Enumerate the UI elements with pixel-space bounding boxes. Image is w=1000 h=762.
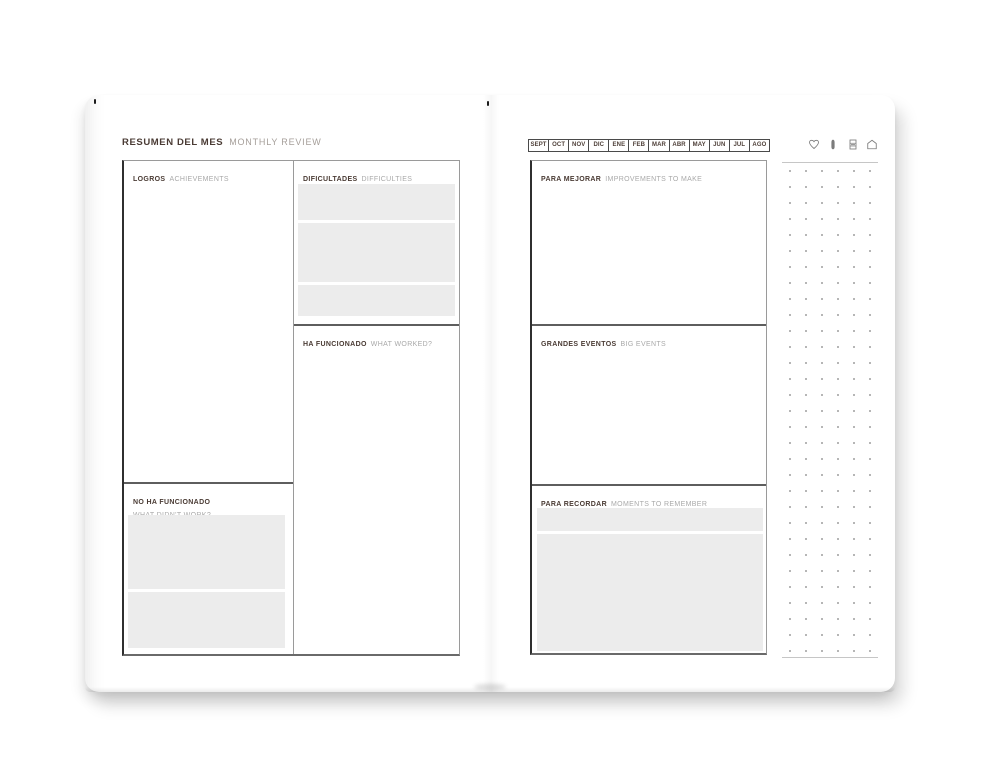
dot xyxy=(821,362,823,364)
dot xyxy=(789,458,791,460)
dot xyxy=(869,650,871,652)
dot xyxy=(821,634,823,636)
planner-book xyxy=(85,95,895,692)
section-no-ha-funcionado xyxy=(124,482,293,654)
dot xyxy=(869,346,871,348)
section-ha-funcionado xyxy=(294,324,459,654)
writing-box xyxy=(298,223,455,282)
dot xyxy=(805,490,807,492)
dot xyxy=(821,474,823,476)
dot xyxy=(821,394,823,396)
dot xyxy=(821,202,823,204)
dot xyxy=(853,170,855,172)
dot xyxy=(805,506,807,508)
page-title-en: MONTHLY REVIEW xyxy=(229,137,322,147)
dot xyxy=(789,554,791,556)
dot xyxy=(789,394,791,396)
dot xyxy=(869,554,871,556)
month-tab-jul[interactable]: JUL xyxy=(729,139,750,152)
dot xyxy=(837,266,839,268)
dot xyxy=(869,618,871,620)
section-logros xyxy=(124,161,293,482)
dot xyxy=(837,554,839,556)
month-tab-mar[interactable]: MAR xyxy=(648,139,669,152)
dot xyxy=(869,602,871,604)
dot xyxy=(805,538,807,540)
dot xyxy=(869,186,871,188)
dot xyxy=(853,234,855,236)
nav-icons xyxy=(808,136,878,152)
dot xyxy=(869,522,871,524)
dot xyxy=(853,250,855,252)
dot xyxy=(853,506,855,508)
dot xyxy=(805,218,807,220)
dot xyxy=(837,234,839,236)
dot xyxy=(869,570,871,572)
dot xyxy=(821,410,823,412)
dot xyxy=(837,618,839,620)
month-tab-feb[interactable]: FEB xyxy=(628,139,649,152)
dot xyxy=(821,586,823,588)
dot xyxy=(821,314,823,316)
dot xyxy=(869,506,871,508)
dot xyxy=(869,634,871,636)
dot xyxy=(837,634,839,636)
dot-grid xyxy=(782,162,878,658)
dot xyxy=(853,426,855,428)
page-title-es: RESUMEN DEL MES xyxy=(122,137,224,148)
dot xyxy=(869,234,871,236)
dot xyxy=(805,394,807,396)
dot xyxy=(789,490,791,492)
dot xyxy=(821,618,823,620)
dot xyxy=(789,346,791,348)
dot xyxy=(789,218,791,220)
dot xyxy=(821,346,823,348)
dot xyxy=(805,522,807,524)
month-tab-jun[interactable]: JUN xyxy=(709,139,730,152)
dot xyxy=(853,186,855,188)
section-ha-funcionado-title-en: WHAT WORKED? xyxy=(370,341,433,348)
dot xyxy=(821,602,823,604)
section-para-mejorar-title-en: IMPROVEMENTS TO MAKE xyxy=(605,176,703,183)
dot xyxy=(805,202,807,204)
dot xyxy=(821,330,823,332)
dot xyxy=(853,394,855,396)
dot xyxy=(837,330,839,332)
section-dificultades-title-en: DIFFICULTIES xyxy=(361,176,413,183)
dot xyxy=(837,474,839,476)
dot xyxy=(837,362,839,364)
month-tabs xyxy=(528,139,770,152)
dot xyxy=(805,346,807,348)
dot xyxy=(789,298,791,300)
dot xyxy=(853,586,855,588)
dot xyxy=(853,458,855,460)
left-page-left-column xyxy=(124,161,294,654)
dot xyxy=(789,314,791,316)
dot xyxy=(837,394,839,396)
dot xyxy=(821,218,823,220)
section-para-mejorar-header xyxy=(532,161,766,186)
section-logros-title-en: ACHIEVEMENTS xyxy=(169,176,229,183)
dot xyxy=(853,378,855,380)
dot xyxy=(837,314,839,316)
section-dificultades xyxy=(294,161,459,324)
dot xyxy=(805,378,807,380)
dot xyxy=(837,250,839,252)
dot xyxy=(837,186,839,188)
dot xyxy=(805,170,807,172)
section-para-recordar-title-es: PARA RECORDAR xyxy=(541,501,607,508)
dot xyxy=(789,378,791,380)
writing-box xyxy=(298,184,455,220)
dot xyxy=(853,634,855,636)
dot xyxy=(805,586,807,588)
dot xyxy=(789,282,791,284)
dot xyxy=(789,586,791,588)
dot xyxy=(853,538,855,540)
dot xyxy=(789,538,791,540)
dot xyxy=(853,570,855,572)
left-page-right-column xyxy=(294,161,459,654)
dot xyxy=(821,650,823,652)
dot xyxy=(837,586,839,588)
dot xyxy=(805,410,807,412)
dot xyxy=(853,330,855,332)
heart-icon[interactable] xyxy=(808,138,820,151)
binding-shadow xyxy=(483,95,499,692)
dot xyxy=(805,650,807,652)
dot xyxy=(853,202,855,204)
dot xyxy=(821,458,823,460)
dot xyxy=(869,266,871,268)
writing-box xyxy=(298,285,455,316)
writing-box xyxy=(537,534,763,651)
dot xyxy=(805,250,807,252)
dot xyxy=(837,202,839,204)
dot xyxy=(837,602,839,604)
section-grandes-eventos-title-es: GRANDES EVENTOS xyxy=(541,341,617,348)
dot xyxy=(853,442,855,444)
dot xyxy=(805,362,807,364)
dot xyxy=(853,314,855,316)
dot xyxy=(821,234,823,236)
dot xyxy=(805,602,807,604)
dot xyxy=(837,650,839,652)
dot xyxy=(869,298,871,300)
page-title xyxy=(122,132,322,150)
section-para-mejorar-title-es: PARA MEJORAR xyxy=(541,176,602,183)
dot xyxy=(853,346,855,348)
page-mark xyxy=(94,99,96,104)
journal-icon[interactable] xyxy=(847,138,859,151)
dot xyxy=(821,570,823,572)
dot xyxy=(805,234,807,236)
dot xyxy=(869,250,871,252)
dot xyxy=(821,378,823,380)
month-tab-nov[interactable]: NOV xyxy=(568,139,589,152)
dot xyxy=(869,282,871,284)
dot xyxy=(869,394,871,396)
dot xyxy=(869,442,871,444)
dot xyxy=(837,442,839,444)
dot xyxy=(789,250,791,252)
section-para-recordar xyxy=(532,484,766,653)
dot xyxy=(853,650,855,652)
dot xyxy=(789,570,791,572)
dot xyxy=(821,170,823,172)
section-logros-header xyxy=(124,161,293,186)
dot xyxy=(837,378,839,380)
section-dificultades-title-es: DIFICULTADES xyxy=(303,176,358,183)
dot xyxy=(821,506,823,508)
dot xyxy=(805,298,807,300)
dot xyxy=(805,314,807,316)
home-icon[interactable] xyxy=(866,138,878,151)
dot xyxy=(837,506,839,508)
dot xyxy=(869,378,871,380)
dot xyxy=(869,218,871,220)
dot xyxy=(789,442,791,444)
dot xyxy=(789,202,791,204)
dot xyxy=(869,474,871,476)
dot xyxy=(805,618,807,620)
dot xyxy=(805,442,807,444)
dot xyxy=(821,298,823,300)
writing-box xyxy=(537,508,763,531)
month-tab-sept[interactable]: SEPT xyxy=(528,139,549,152)
writing-box xyxy=(128,592,285,648)
section-grandes-eventos xyxy=(532,324,766,486)
section-ha-funcionado-title-es: HA FUNCIONADO xyxy=(303,341,367,348)
dot xyxy=(869,426,871,428)
dot xyxy=(789,330,791,332)
page-mark xyxy=(487,101,489,106)
dot xyxy=(805,266,807,268)
dot xyxy=(821,282,823,284)
dot xyxy=(837,570,839,572)
dot xyxy=(869,586,871,588)
section-dificultades-header xyxy=(294,161,459,186)
dot xyxy=(805,474,807,476)
dot xyxy=(789,618,791,620)
dot xyxy=(805,554,807,556)
dot xyxy=(821,522,823,524)
section-para-recordar-title-en: MOMENTS TO REMEMBER xyxy=(611,501,708,508)
binding-bottom-shadow xyxy=(474,684,506,690)
dot xyxy=(821,538,823,540)
dot xyxy=(853,554,855,556)
dot xyxy=(821,490,823,492)
dot xyxy=(789,266,791,268)
dot xyxy=(789,426,791,428)
dot xyxy=(853,474,855,476)
writing-box xyxy=(128,515,285,589)
section-no-ha-funcionado-title-es: NO HA FUNCIONADO xyxy=(133,499,211,506)
dot xyxy=(789,522,791,524)
dot xyxy=(789,634,791,636)
dot xyxy=(869,490,871,492)
dot xyxy=(805,282,807,284)
dot xyxy=(853,618,855,620)
pen-icon[interactable] xyxy=(827,138,839,151)
dot xyxy=(837,490,839,492)
section-grandes-eventos-title-en: BIG EVENTS xyxy=(620,341,667,348)
dot xyxy=(837,282,839,284)
dot xyxy=(837,346,839,348)
dot xyxy=(821,442,823,444)
section-logros-title-es: LOGROS xyxy=(133,176,166,183)
dot xyxy=(837,522,839,524)
dot xyxy=(821,266,823,268)
dot xyxy=(821,250,823,252)
dot xyxy=(837,426,839,428)
dot xyxy=(821,186,823,188)
dot xyxy=(869,458,871,460)
dot xyxy=(789,234,791,236)
dot xyxy=(837,170,839,172)
dot xyxy=(869,170,871,172)
month-tab-abr[interactable]: ABR xyxy=(669,139,690,152)
dot xyxy=(869,202,871,204)
section-ha-funcionado-header xyxy=(294,326,459,351)
dot xyxy=(853,602,855,604)
dot xyxy=(869,330,871,332)
dot xyxy=(805,426,807,428)
dot xyxy=(869,314,871,316)
dot xyxy=(853,266,855,268)
month-tab-dic[interactable]: DIC xyxy=(588,139,609,152)
dot xyxy=(789,650,791,652)
dot xyxy=(789,410,791,412)
month-tab-ago[interactable]: AGO xyxy=(749,139,770,152)
dot xyxy=(853,522,855,524)
dot xyxy=(853,298,855,300)
dot xyxy=(789,506,791,508)
dot xyxy=(853,282,855,284)
dot xyxy=(853,362,855,364)
dot xyxy=(805,330,807,332)
dot xyxy=(805,570,807,572)
dot xyxy=(805,186,807,188)
section-no-ha-funcionado-header xyxy=(124,484,293,519)
dot xyxy=(853,218,855,220)
dot xyxy=(853,410,855,412)
dot xyxy=(837,218,839,220)
dot xyxy=(853,490,855,492)
dot xyxy=(869,410,871,412)
dot xyxy=(789,602,791,604)
month-tab-may[interactable]: MAY xyxy=(689,139,710,152)
dot xyxy=(805,634,807,636)
dot xyxy=(837,458,839,460)
dot xyxy=(869,362,871,364)
dot xyxy=(805,458,807,460)
section-para-mejorar xyxy=(532,161,766,324)
month-tab-ene[interactable]: ENE xyxy=(608,139,629,152)
dot xyxy=(837,298,839,300)
right-page-grid xyxy=(530,160,767,655)
month-tab-oct[interactable]: OCT xyxy=(548,139,569,152)
dot xyxy=(821,426,823,428)
dot xyxy=(789,170,791,172)
left-page-grid xyxy=(122,160,460,656)
dot xyxy=(821,554,823,556)
section-grandes-eventos-header xyxy=(532,326,766,351)
dot xyxy=(837,538,839,540)
dot xyxy=(789,186,791,188)
dot xyxy=(789,474,791,476)
dot xyxy=(869,538,871,540)
dot xyxy=(789,362,791,364)
dot xyxy=(837,410,839,412)
